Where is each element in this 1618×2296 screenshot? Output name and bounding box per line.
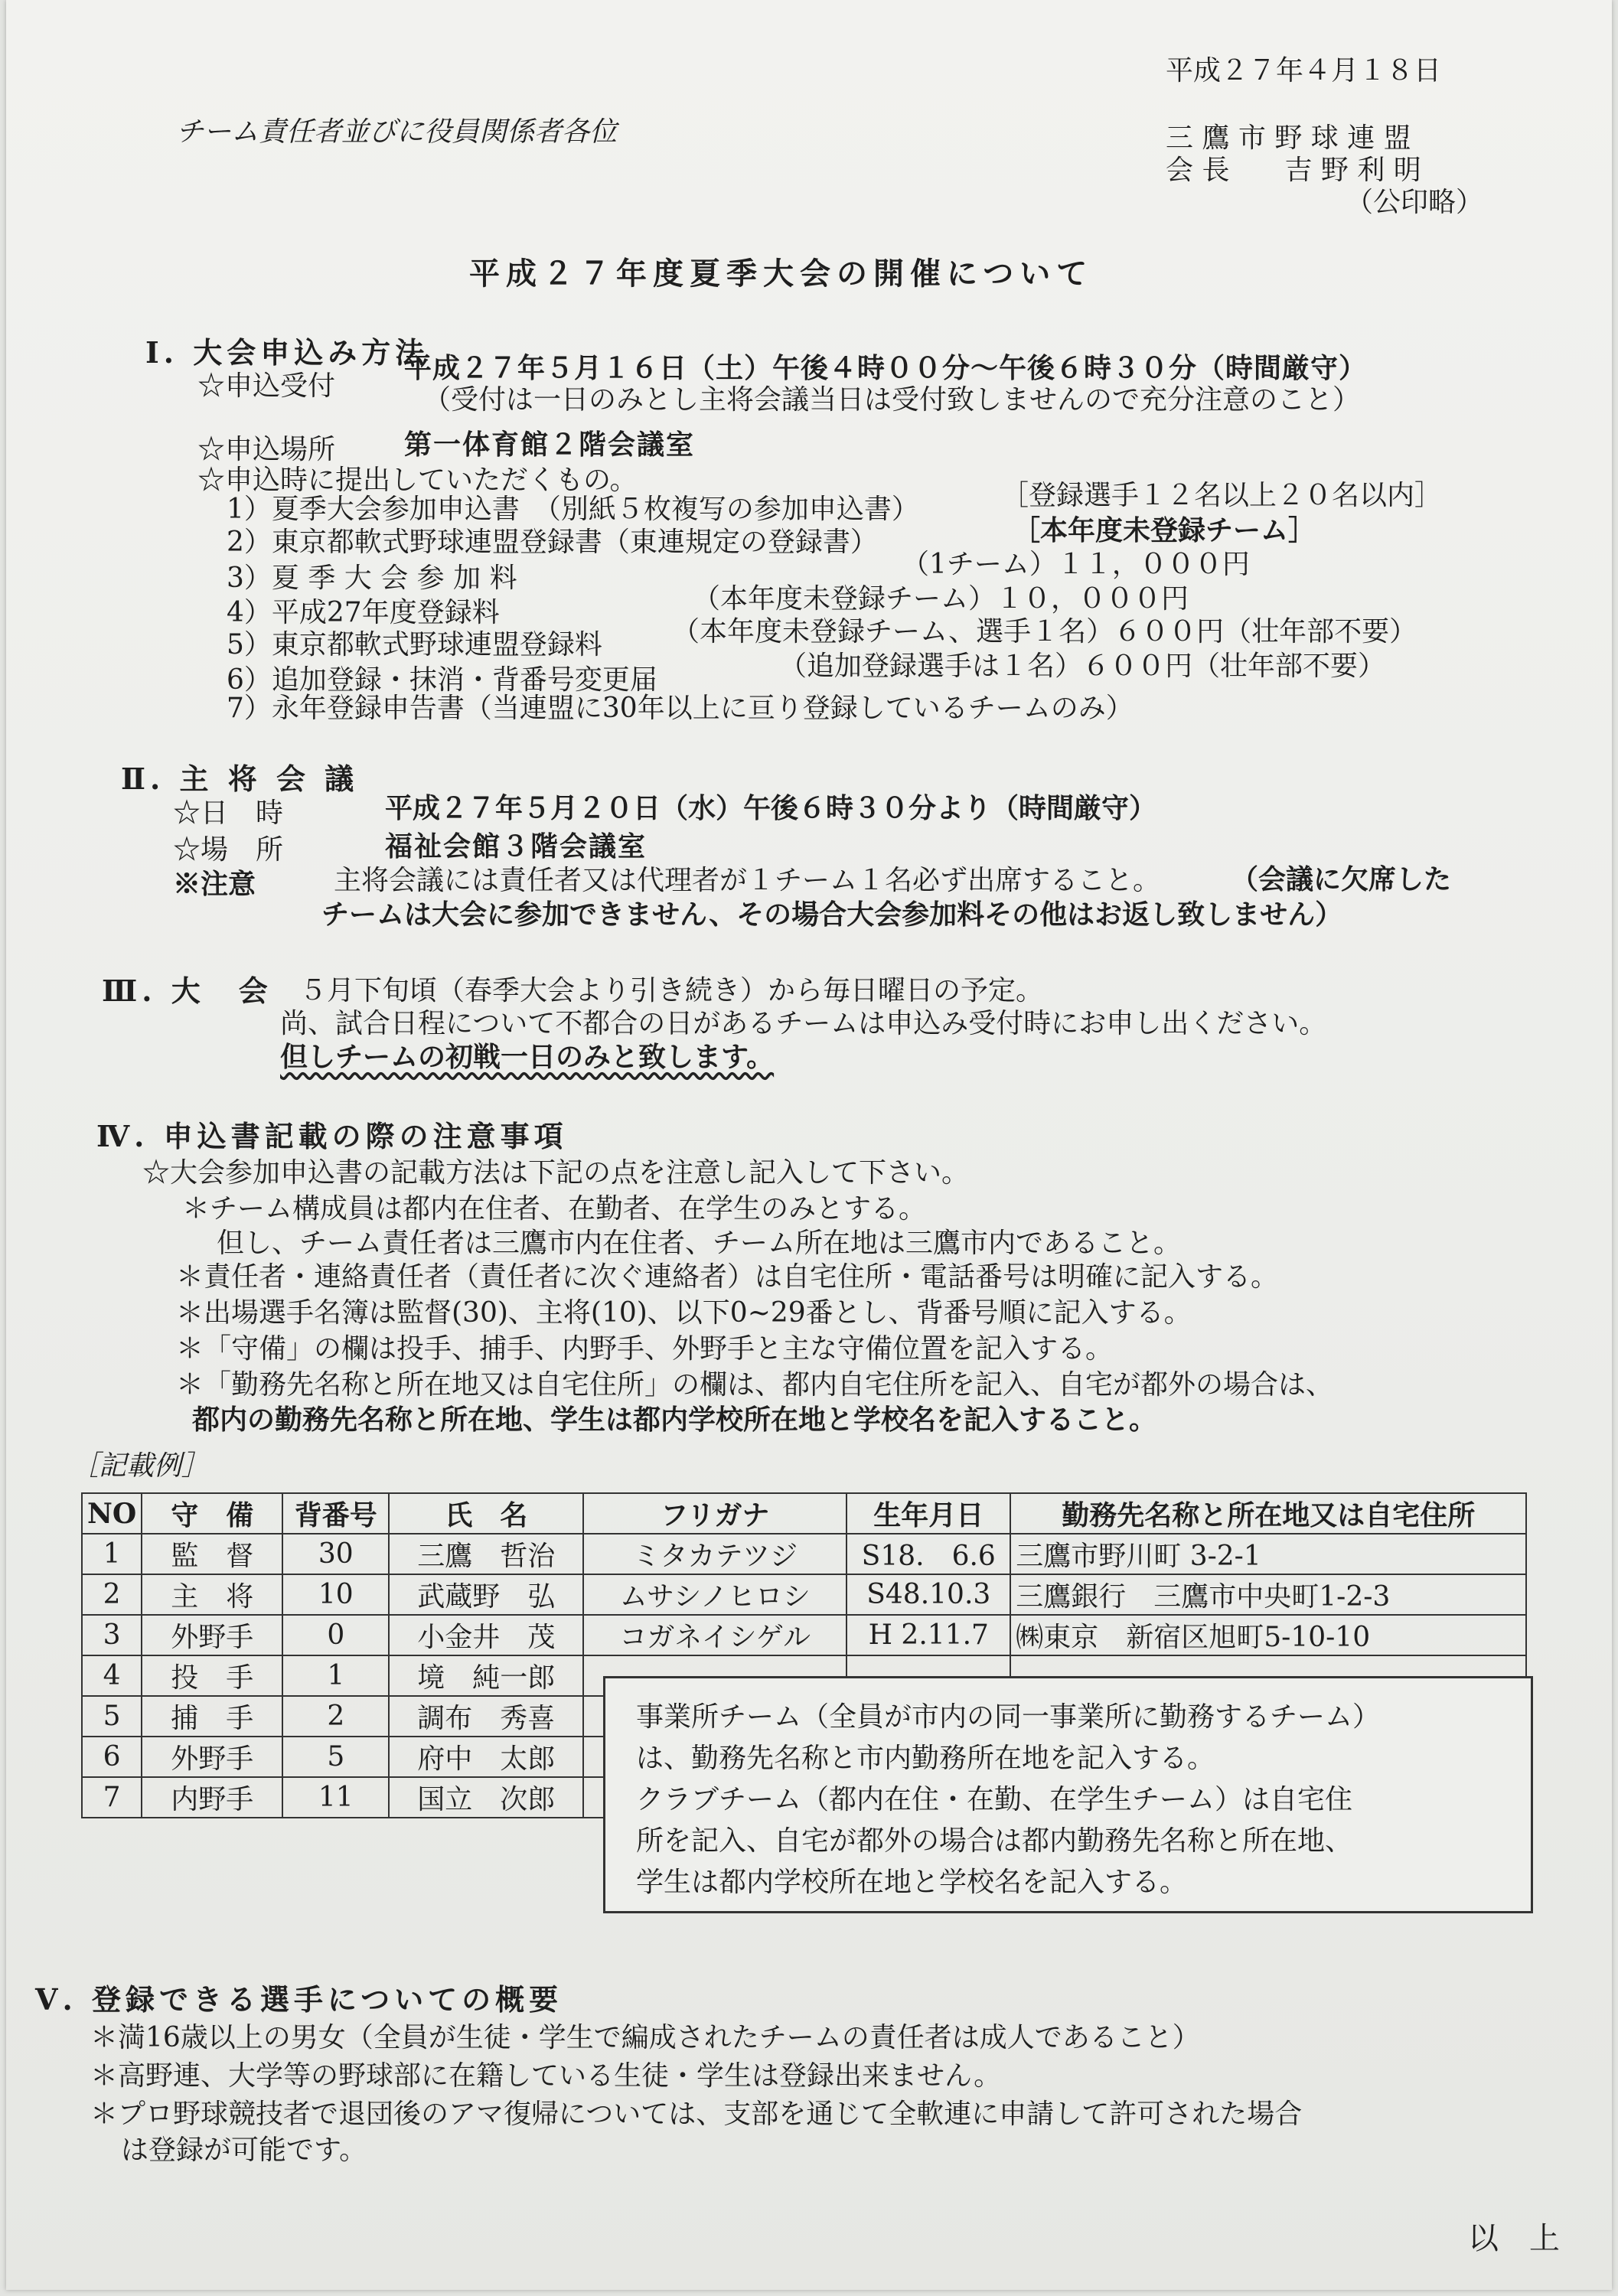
tournament-line-1: ５月下旬頃（春季大会より引き続き）から毎日曜日の予定。 <box>299 975 1044 1006</box>
table-cell: 外野手 <box>142 1737 282 1777</box>
closing-mark: 以 上 <box>1468 2221 1560 2256</box>
table-cell: ミタカテツジ <box>583 1534 847 1574</box>
table-cell: 11 <box>282 1777 389 1818</box>
table-cell: 10 <box>282 1574 389 1615</box>
table-cell: 6 <box>82 1737 142 1777</box>
table-cell: ㈱東京 新宿区旭町5-10-10 <box>1010 1615 1526 1655</box>
section4-heading: Ⅳ. 申込書記載の際の注意事項 <box>96 1119 568 1153</box>
meeting-place-label: ☆場 所 <box>173 834 284 866</box>
table-cell: 1 <box>282 1655 389 1696</box>
column-header: 守 備 <box>142 1493 282 1534</box>
table-cell: 30 <box>282 1534 389 1574</box>
note-line-3: クラブチーム（都内在住・在勤、在学生チーム）は自宅住 <box>636 1784 1353 1815</box>
column-header: 背番号 <box>282 1493 389 1534</box>
caution-line-1b: （会議に欠席した <box>1231 863 1452 895</box>
item-5: 5）東京都軟式野球連盟登録料 <box>227 629 602 660</box>
table-row <box>82 1574 1526 1615</box>
table-header-row <box>82 1493 1526 1534</box>
item-1-right: ［登録選手１２名以上２０名以内］ <box>1001 480 1443 511</box>
recipients: チーム責任者並びに役員関係者各位 <box>176 116 618 148</box>
item-4-right: （本年度未登録チーム）１０，０００円 <box>693 583 1189 615</box>
section4-line-1: ＊チーム構成員は都内在住者、在勤者、在学生のみとする。 <box>182 1193 927 1225</box>
section5-line-4: は登録が可能です。 <box>121 2135 367 2166</box>
section2-heading: Ⅱ. 主 将 会 議 <box>121 762 359 796</box>
table-cell: 2 <box>82 1574 142 1615</box>
president-name: 会 長 吉 野 利 明 <box>1166 155 1421 186</box>
submit-label: ☆申込時に提出していただくもの。 <box>197 465 638 496</box>
caution-line-1: 主将会議には責任者又は代理者が１チーム１名必ず出席すること。 <box>334 865 1161 896</box>
item-5-right: （本年度未登録チーム、選手１名）６００円（壮年部不要） <box>672 616 1417 647</box>
document-date: 平成２７年４月１８日 <box>1166 55 1442 86</box>
caution-label: ※注意 <box>173 868 256 900</box>
table-cell: S48.10.3 <box>847 1574 1010 1615</box>
item-4: 4）平成27年度登録料 <box>227 597 500 628</box>
table-cell: 府中 太郎 <box>389 1737 583 1777</box>
table-cell: 国立 次郎 <box>389 1777 583 1818</box>
item-6: 6）追加登録・抹消・背番号変更届 <box>227 664 657 696</box>
table-cell: 外野手 <box>142 1615 282 1655</box>
section4-intro: ☆大会参加申込書の記載方法は下記の点を注意し記入して下さい。 <box>142 1157 970 1189</box>
table-cell: 三鷹銀行 三鷹市中央町1-2-3 <box>1010 1574 1526 1615</box>
note-line-2: は、勤務先名称と市内勤務所在地を記入する。 <box>636 1743 1215 1774</box>
table-cell: 2 <box>282 1696 389 1737</box>
table-cell: 4 <box>82 1655 142 1696</box>
section4-line-5: ＊「守備」の欄は投手、捕手、内野手、外野手と主な守備位置を記入する。 <box>176 1333 1114 1365</box>
note-line-4: 所を記入、自宅が都外の場合は都内勤務先名称と所在地、 <box>636 1825 1353 1857</box>
tournament-line-2: 尚、試合日程について不都合の日があるチームは申込み受付時にお申し出ください。 <box>280 1008 1327 1039</box>
section1-heading: Ⅰ. 大会申込み方法 <box>145 335 429 370</box>
seal-note: （公印略） <box>1346 187 1484 218</box>
table-cell: コガネイシゲル <box>583 1615 847 1655</box>
reception-label: ☆申込受付 <box>197 370 336 402</box>
table-row <box>82 1534 1526 1574</box>
column-header: NO <box>82 1493 142 1534</box>
item-2-right: ［本年度未登録チーム］ <box>1013 514 1316 546</box>
column-header: 氏 名 <box>389 1493 583 1534</box>
place-label: ☆申込場所 <box>197 434 336 465</box>
meeting-place-value: 福祉会館３階会議室 <box>385 830 648 863</box>
section5-heading: Ⅴ. 登録できる選手についての概要 <box>35 1982 563 2017</box>
caution-line-2: チームは大会に参加できません、その場合大会参加料その他はお返し致しません） <box>321 899 1343 931</box>
table-cell: 投 手 <box>142 1655 282 1696</box>
example-label: ［記載例］ <box>71 1450 210 1482</box>
section5-line-2: ＊高野連、大学等の野球部に在籍している生徒・学生は登録出来ません。 <box>90 2060 1002 2092</box>
item-2: 2）東京都軟式野球連盟登録書（東連規定の登録書） <box>227 527 878 558</box>
table-cell: 調布 秀喜 <box>389 1696 583 1737</box>
table-cell: 5 <box>82 1696 142 1737</box>
section5-line-1: ＊満16歳以上の男女（全員が生徒・学生で編成されたチームの責任者は成人であること） <box>90 2022 1200 2053</box>
table-cell: 三鷹 哲治 <box>389 1534 583 1574</box>
table-cell: H 2.11.7 <box>847 1615 1010 1655</box>
item-1: 1）夏季大会参加申込書 （別紙５枚複写の参加申込書） <box>227 494 919 525</box>
table-cell: 捕 手 <box>142 1696 282 1737</box>
note-line-5: 学生は都内学校所在地と学校名を記入する。 <box>636 1867 1188 1898</box>
table-cell: 7 <box>82 1777 142 1818</box>
table-cell: 三鷹市野川町 3-2-1 <box>1010 1534 1526 1574</box>
section4-line-4: ＊出場選手名簿は監督(30)、主将(10)、以下0~29番とし、背番号順に記入する。 <box>176 1297 1192 1329</box>
tournament-line-3: 但しチームの初戦一日のみと致します。 <box>280 1041 775 1073</box>
table-cell: 主 将 <box>142 1574 282 1615</box>
item-6-right: （追加登録選手は１名）６００円（壮年部不要） <box>779 651 1386 682</box>
table-cell: 境 純一郎 <box>389 1655 583 1696</box>
organization-name: 三 鷹 市 野 球 連 盟 <box>1166 122 1411 154</box>
table-cell: S18. 6.6 <box>847 1534 1010 1574</box>
note-line-1: 事業所チーム（全員が市内の同一事業所に勤務するチーム） <box>636 1701 1381 1733</box>
item-3-right: （1チーム）１１，０００円 <box>902 549 1250 580</box>
section3-heading: Ⅲ. 大 会 <box>102 974 272 1008</box>
document-title: 平成２７年度夏季大会の開催について <box>469 256 1094 292</box>
table-cell: 3 <box>82 1615 142 1655</box>
reception-note: （受付は一日のみとし主将会議当日は受付致しませんので充分注意のこと） <box>423 384 1361 416</box>
table-cell: 5 <box>282 1737 389 1777</box>
table-cell: 1 <box>82 1534 142 1574</box>
note-box <box>603 1676 1533 1913</box>
table-row <box>82 1615 1526 1655</box>
table-cell: 0 <box>282 1615 389 1655</box>
section4-line-7: 都内の勤務先名称と所在地、学生は都内学校所在地と学校名を記入すること。 <box>192 1404 1157 1436</box>
meeting-datetime-value: 平成２７年５月２０日（水）午後６時３０分より（時間厳守） <box>385 792 1157 824</box>
section4-line-3: ＊責任者・連絡責任者（責任者に次ぐ連絡者）は自宅住所・電話番号は明確に記入する。 <box>176 1261 1279 1293</box>
section5-line-3: ＊プロ野球競技者で退団後のアマ復帰については、支部を通じて全軟連に申請して許可された場合 <box>90 2099 1303 2130</box>
table-cell: 監 督 <box>142 1534 282 1574</box>
table-cell: 小金井 茂 <box>389 1615 583 1655</box>
column-header: 生年月日 <box>847 1493 1010 1534</box>
reception-value: 平成２７年５月１６日（土）午後４時００分～午後６時３０分（時間厳守） <box>404 352 1368 384</box>
table-cell: 内野手 <box>142 1777 282 1818</box>
table-cell: 武蔵野 弘 <box>389 1574 583 1615</box>
column-header: 勤務先名称と所在地又は自宅住所 <box>1010 1493 1526 1534</box>
place-value: 第一体育館２階会議室 <box>404 429 696 461</box>
meeting-datetime-label: ☆日 時 <box>173 797 284 829</box>
document-page <box>6 0 1612 2290</box>
section4-line-6: ＊「勤務先名称と所在地又は自宅住所」の欄は、都内自宅住所を記入、自宅が都外の場合は、 <box>176 1369 1334 1401</box>
item-7: 7）永年登録申告書（当連盟に30年以上に亘り登録しているチームのみ） <box>227 693 1134 724</box>
column-header: フリガナ <box>583 1493 847 1534</box>
table-cell: ムサシノヒロシ <box>583 1574 847 1615</box>
section4-line-2: 但し、チーム責任者は三鷹市内在住者、チーム所在地は三鷹市内であること。 <box>217 1228 1182 1259</box>
item-3: 3）夏 季 大 会 参 加 料 <box>227 563 517 594</box>
